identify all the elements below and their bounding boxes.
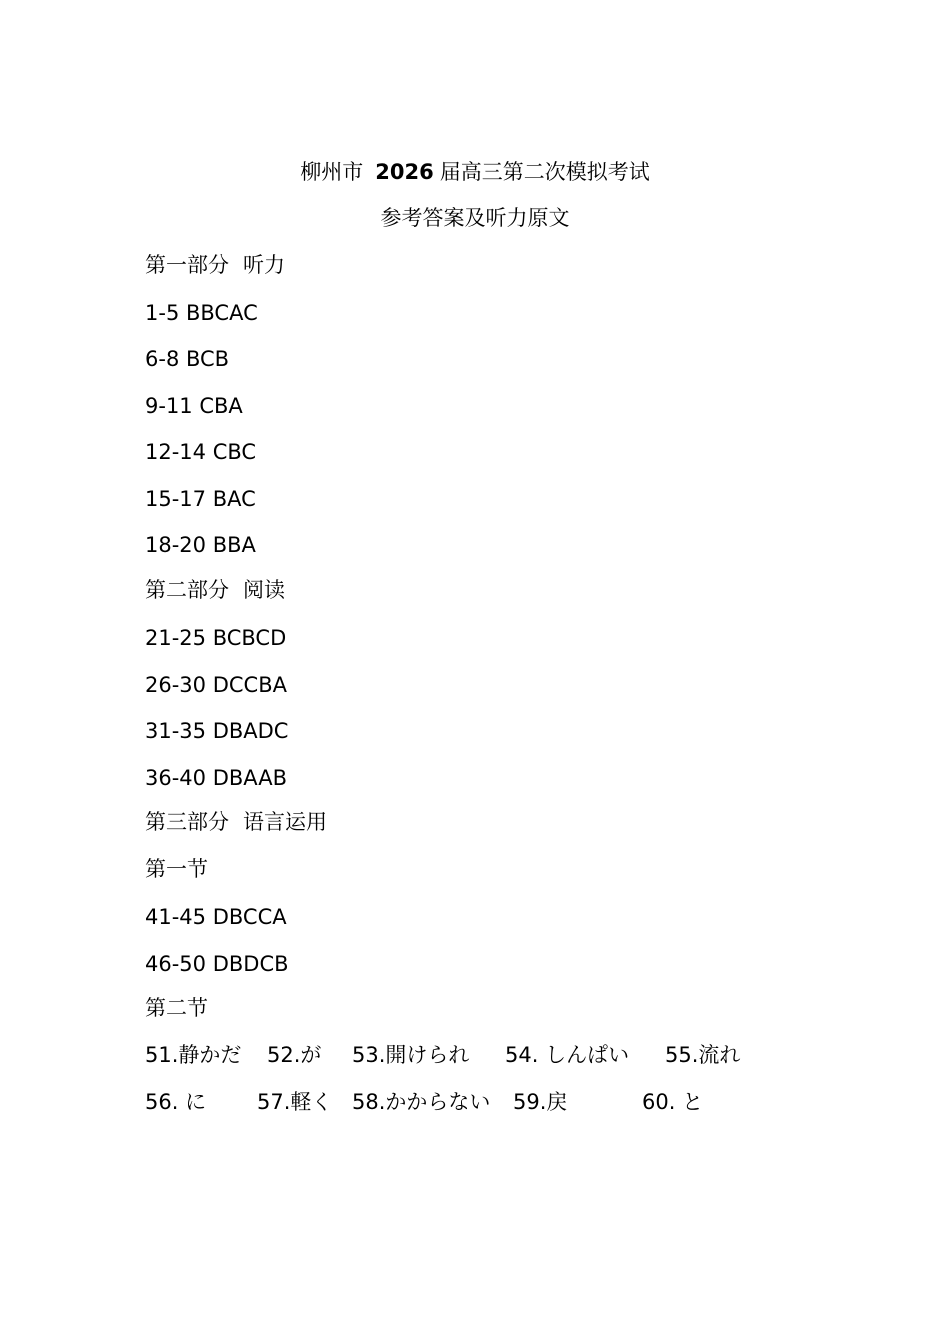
answer-cell: 54. しんぱい [505,1043,630,1067]
part3-heading [145,808,327,836]
answer-cell: 58.かからない [352,1090,491,1114]
section1-heading: 第一节 [145,857,208,881]
section2-heading: 第二节 [145,996,208,1020]
answer-line: 15-17 BAC [145,487,256,511]
part1-heading [145,251,285,279]
answer-line: 1-5 BBCAC [145,301,258,325]
part2-heading [145,576,285,604]
part3-label: 第三部分 [145,810,229,834]
answer-cell: 59.戻 [513,1090,568,1114]
answer-line: 36-40 DBAAB [145,766,287,790]
answer-line: 41-45 DBCCA [145,905,287,929]
answer-cell: 56. に [145,1090,207,1114]
answer-line: 12-14 CBC [145,440,257,464]
part1-name: 听力 [243,253,285,277]
part2-name: 阅读 [243,578,285,602]
answer-cell: 51.静かだ [145,1043,242,1067]
answer-line: 18-20 BBA [145,533,256,557]
answer-line: 46-50 DBDCB [145,952,289,976]
title-city: 柳州市 [300,160,364,184]
answer-cell: 57.軽く [257,1090,333,1114]
part1-label: 第一部分 [145,253,229,277]
answer-cell: 52.が [267,1043,322,1067]
answer-cell: 60. と [642,1090,704,1114]
answer-line: 9-11 CBA [145,394,243,418]
answer-line: 21-25 BCBCD [145,626,287,650]
answer-line: 6-8 BCB [145,347,230,371]
title-rest: 届高三第二次模拟考试 [439,160,650,184]
part3-name: 语言运用 [243,810,327,834]
page-title [0,158,950,186]
title-year: 2026 [375,160,434,184]
answer-line: 26-30 DCCBA [145,673,287,697]
page-subtitle: 参考答案及听力原文 [380,206,570,230]
part2-label: 第二部分 [145,578,229,602]
answer-cell: 53.開けられ [352,1043,470,1067]
answer-line: 31-35 DBADC [145,719,289,743]
answer-cell: 55.流れ [665,1043,741,1067]
